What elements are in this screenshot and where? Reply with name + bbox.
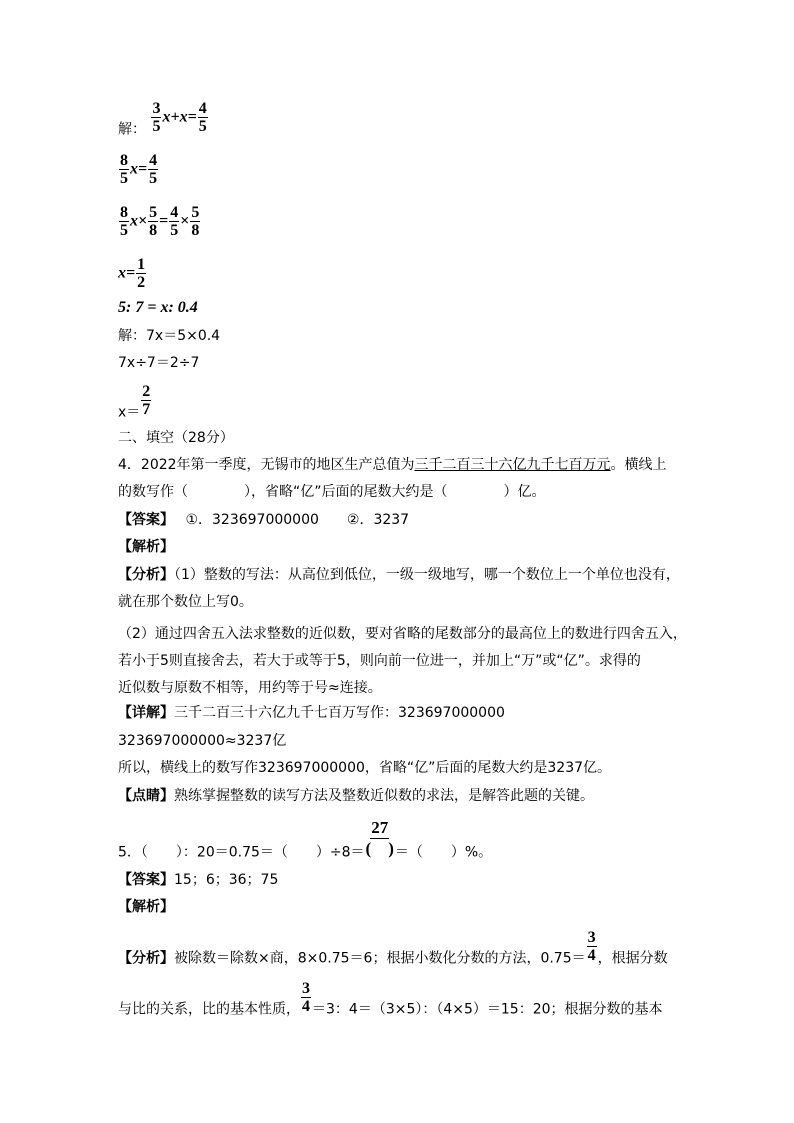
q5-analysis-tag: 【解析】: [118, 899, 174, 915]
equation-5: 5: 7 = x: 0.4: [118, 299, 198, 316]
text: 熟练掌握整数的读写方法及整数近似数的求法，是解答此题的关键。: [174, 788, 594, 804]
text: 4．2022年第一季度，无锡市的地区生产总值为: [118, 457, 415, 473]
text: ( ): [365, 839, 394, 858]
text: 3: [302, 980, 310, 997]
text: 5: [120, 222, 128, 239]
q4-xj-2: 323697000000≈3237亿: [118, 733, 287, 749]
text: ＝（ ）%。: [394, 844, 493, 861]
q4-fx-4: 若小于5则直接舍去，若大于或等于5，则向前一位进一，并加上“万”或“亿”。求得的: [118, 653, 641, 669]
text: （1）整数的写法：从高位到低位，一级一级地写，哪一个数位上一个单位也没有，: [174, 567, 680, 583]
text: 三千二百三十六亿九千七百万写作：323697000000: [174, 705, 505, 721]
text: ×: [180, 212, 190, 230]
fraction: [119, 152, 129, 187]
fraction: [190, 204, 200, 239]
text: 【点睛】: [118, 788, 174, 804]
q4-dj: [118, 787, 594, 805]
fraction: [366, 818, 394, 859]
text: =: [159, 212, 169, 230]
text: x=: [118, 264, 136, 282]
text: 5: [149, 204, 158, 221]
text: 5: [152, 118, 161, 135]
q4-fx-3: （2）通过四舍五入法求整数的近似数，要对省略的尾数部分的最高位上的数进行四舍五入，: [118, 626, 687, 642]
text: 3: [587, 929, 596, 946]
text: 5: [170, 222, 179, 239]
q4-fx-2: 就在那个数位上写0。: [118, 594, 253, 610]
text: 4: [149, 152, 158, 169]
q5-fx-1: [118, 929, 668, 968]
text: 27: [371, 818, 389, 837]
text: 4: [587, 947, 596, 964]
q5-question: [118, 818, 492, 862]
text: 4: [198, 100, 207, 117]
text: 4: [170, 204, 179, 221]
text: 【分析】: [118, 950, 174, 967]
text: 。横线上: [610, 457, 667, 473]
q5-fx-2: [118, 980, 663, 1019]
q4-xj-1: [118, 704, 505, 722]
text: ，根据分数: [597, 950, 668, 967]
text: 【详解】: [118, 705, 174, 721]
text: 1: [137, 256, 146, 273]
fraction: [119, 204, 129, 239]
text: 被除数＝除数×商，8×0.75＝6；根据小数化分数的方法，0.75＝: [174, 950, 586, 967]
q4-line-2: 的数写作（ ），省略“亿”后面的尾数大约是（ ）亿。: [118, 484, 546, 500]
fraction: [148, 204, 158, 239]
text: x+x=: [162, 108, 197, 126]
text: 8: [191, 222, 200, 239]
text: 解：: [118, 121, 146, 138]
equation-8: [118, 383, 152, 422]
text: 5．（ ）：20＝0.75＝（ ）÷8＝: [118, 844, 365, 861]
text: 8: [120, 204, 128, 221]
text: 与比的关系，比的基本性质，: [118, 1001, 300, 1018]
fraction: [148, 152, 158, 187]
text: 4: [302, 998, 310, 1015]
q4-line-1: [118, 456, 667, 474]
q4-fx-1: [118, 566, 680, 584]
fraction: [587, 929, 597, 964]
equation-1: [118, 100, 209, 139]
fraction: [169, 204, 179, 239]
text: 5: [198, 118, 207, 135]
fraction: [151, 100, 161, 135]
fraction: [141, 383, 151, 418]
equation-4: [118, 256, 147, 291]
text: 【答案】: [118, 512, 167, 528]
equation-6: 解：7x＝5×0.4: [118, 328, 221, 344]
q5-answer: [118, 871, 278, 889]
text: 2: [142, 383, 151, 400]
text: 3: [152, 100, 161, 117]
fraction: [198, 100, 208, 135]
text: ＝3：4＝（3×5）：（4×5）＝15：20；根据分数的基本: [312, 1001, 663, 1018]
text: 7: [142, 401, 151, 418]
text: 15；6；36；75: [174, 872, 279, 888]
text: 三千二百三十六亿九千七百万元: [414, 457, 611, 473]
text: 5: [149, 170, 158, 187]
text: ①．323697000000 ②．3237: [167, 512, 410, 528]
text: 【分析】: [118, 567, 174, 583]
text: x×: [130, 212, 148, 230]
text: x＝: [118, 404, 141, 421]
text: x=: [130, 160, 148, 178]
equation-2: [118, 152, 159, 187]
text: 8: [120, 152, 128, 169]
text: 5: [120, 170, 128, 187]
q4-answer: [118, 511, 409, 529]
fraction: [136, 256, 146, 291]
equation-7: 7x÷7＝2÷7: [118, 355, 200, 371]
fraction: [301, 980, 311, 1015]
q4-xj-3: 所以，横线上的数写作323697000000，省略“亿”后面的尾数大约是3237亿。: [118, 760, 612, 776]
text: 8: [149, 222, 158, 239]
text: 2: [137, 274, 146, 291]
q4-analysis-tag: 【解析】: [118, 539, 174, 555]
section-heading: 二、填空（28分）: [118, 430, 234, 446]
text: 5: [191, 204, 200, 221]
equation-3: [118, 204, 201, 239]
text: 【答案】: [118, 872, 174, 888]
q4-fx-5: 近似数与原数不相等，用约等于号≈连接。: [118, 680, 382, 696]
